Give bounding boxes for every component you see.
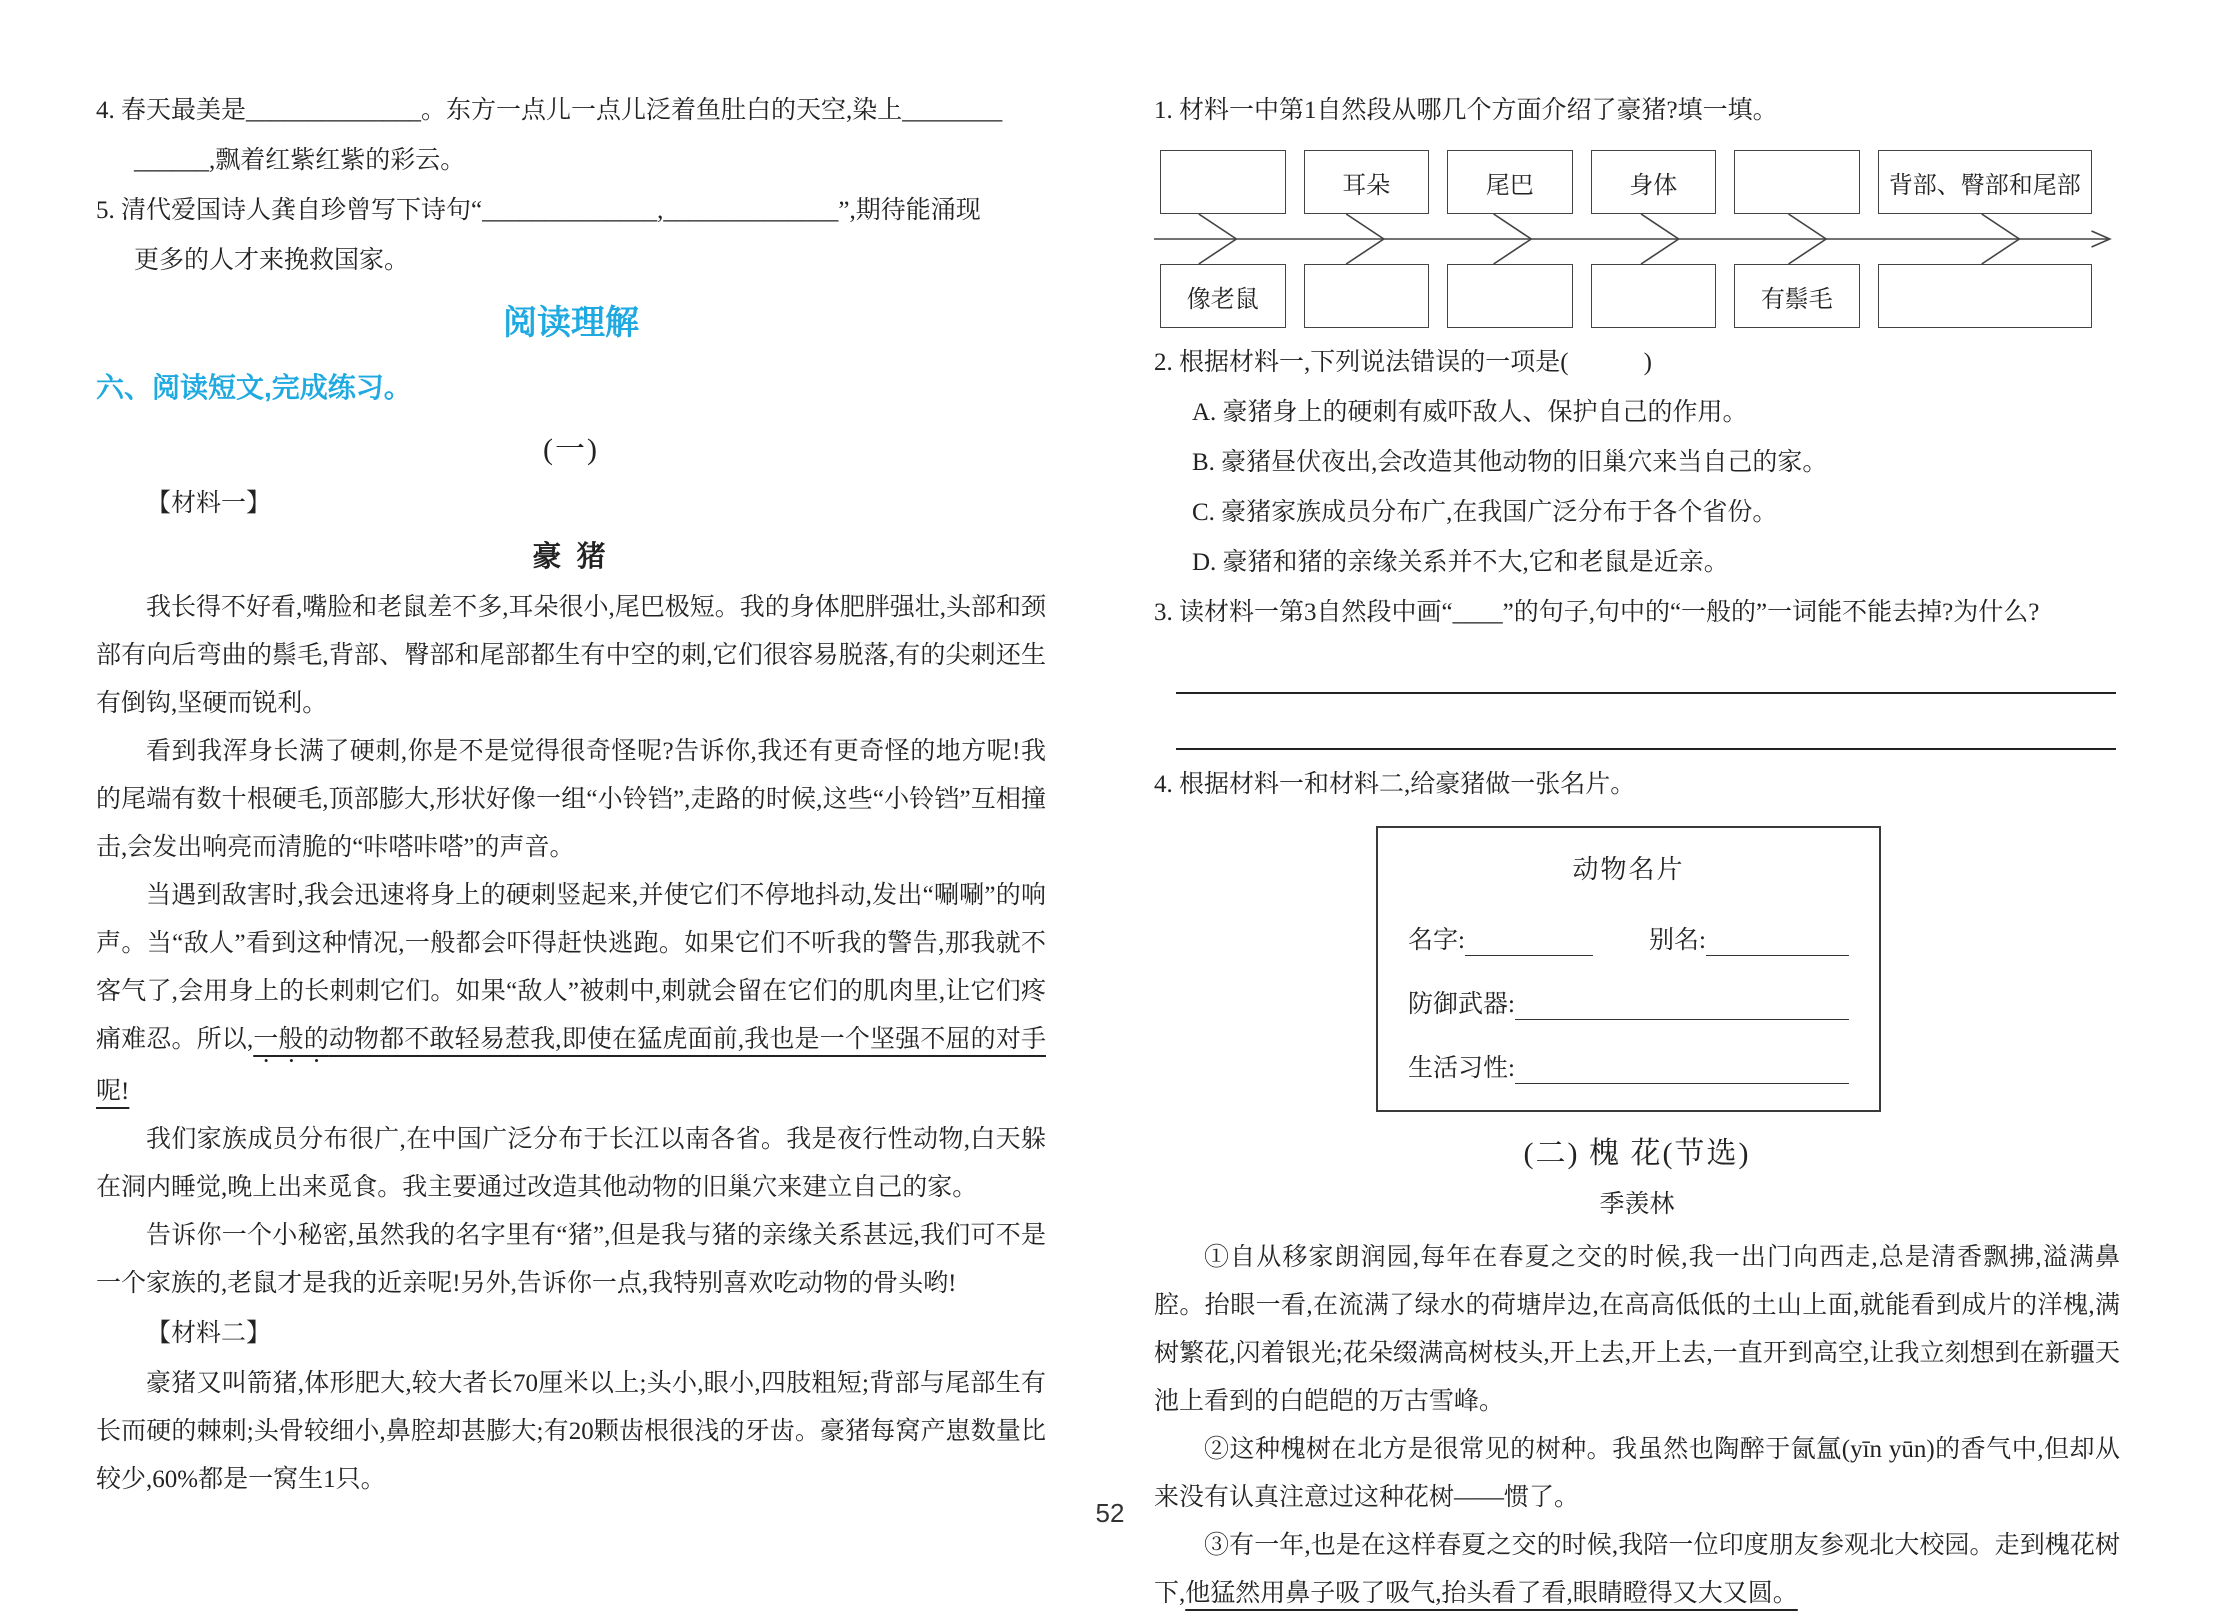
underlined-sentence: 动物都不敢轻易惹我,即使在猛虎面前,我也是一个坚强不屈的对手呢! bbox=[96, 1026, 1046, 1105]
question-4-right: 4. 根据材料一和材料二,给豪猪做一张名片。 bbox=[1154, 771, 1636, 798]
question-4-line-2: ______,飘着红紫红紫的彩云。 bbox=[134, 147, 466, 174]
diagram-bottom-box-3 bbox=[1447, 264, 1573, 328]
card-row-name-alias bbox=[1408, 926, 1849, 956]
right-column bbox=[1154, 86, 2120, 1607]
diagram-arrow bbox=[1154, 214, 2120, 264]
diagram-top-box-4: 身体 bbox=[1591, 150, 1717, 214]
fishbone-diagram bbox=[1154, 150, 2120, 328]
essay-underlined-sentence: 他猛然用鼻子吸了吸气,抬头看了看,眼睛瞪得又大又圆。 bbox=[1185, 1580, 1798, 1607]
question-1: 1. 材料一中第1自然段从哪几个方面介绍了豪猪?填一填。 bbox=[1154, 97, 1778, 124]
card-row-weapon bbox=[1408, 990, 1849, 1020]
paragraph-3-text: 当遇到敌害时,我会迅速将身上的硬刺竖起来,并使它们不停地抖动,发出“唰唰”的响声。当“敌人”看到这种情况,一般都会吓得赶快逃跑。如果它们不听我的警告,那我就不客气了,会用身上的长刺刺它们。如果“敌人”被刺中,刺就会留在它们的肌肉里,让它们疼痛难忍。所以, bbox=[96, 882, 1046, 1053]
author-name: 季羡林 bbox=[1599, 1191, 1675, 1218]
question-2-option-c: C. 豪猪家族成员分布广,在我国广泛分布于各个省份。 bbox=[1192, 499, 1778, 526]
question-4-line-1: 4. 春天最美是______________。东方一点儿一点儿泛着鱼肚白的天空,染上________ bbox=[96, 97, 1003, 124]
diagram-bottom-box-6 bbox=[1878, 264, 2092, 328]
diagram-top-box-5 bbox=[1734, 150, 1860, 214]
diagram-top-row bbox=[1154, 150, 2120, 214]
question-2-option-d: D. 豪猪和猪的亲缘关系并不大,它和老鼠是近亲。 bbox=[1192, 549, 1729, 576]
passage-paragraph-4: 我们家族成员分布很广,在中国广泛分布于长江以南各省。我是夜行性动物,白天躲在洞内睡觉,晚上出来觅食。我主要通过改造其他动物的旧巢穴来建立自己的家。 bbox=[96, 1126, 1046, 1201]
question-3: 3. 读材料一第3自然段中画“____”的句子,句中的“一般的”一词能不能去掉?为什么? bbox=[1154, 599, 2040, 626]
passage-paragraph-5: 告诉你一个小秘密,虽然我的名字里有“猪”,但是我与猪的亲缘关系甚远,我们可不是一个家族的,老鼠才是我的近亲呢!另外,告诉你一点,我特别喜欢吃动物的骨头哟! bbox=[96, 1222, 1046, 1297]
diagram-top-box-1 bbox=[1160, 150, 1286, 214]
passage-title-porcupine: 豪 猪 bbox=[532, 541, 610, 573]
question-2-option-a: A. 豪猪身上的硬刺有威吓敌人、保护自己的作用。 bbox=[1192, 399, 1748, 426]
question-5-line-2: 更多的人才来挽救国家。 bbox=[134, 247, 410, 274]
question-2: 2. 根据材料一,下列说法错误的一项是( ) bbox=[1154, 349, 1652, 376]
part-two-title: (二) 槐 花(节选) bbox=[1523, 1137, 1751, 1170]
essay-paragraph-2: ②这种槐树在北方是很常见的树种。我虽然也陶醉于氤氲(yīn yūn)的香气中,但却从来没有认真注意过这种花树——惯了。 bbox=[1154, 1436, 2120, 1511]
diagram-top-box-3: 尾巴 bbox=[1447, 150, 1573, 214]
card-habits-blank bbox=[1515, 1055, 1849, 1084]
material-one-label: 【材料一】 bbox=[146, 490, 272, 517]
passage-paragraph-2: 看到我浑身长满了硬刺,你是不是觉得很奇怪呢?告诉你,我还有更奇怪的地方呢!我的尾端有数十根硬毛,顶部膨大,形状好像一组“小铃铛”,走路的时候,这些“小铃铛”互相撞击,会发出响亮而清脆的“咔嗒咔嗒”的声音。 bbox=[96, 738, 1046, 861]
part-one-title: (一) bbox=[543, 433, 599, 466]
diagram-top-box-6: 背部、臀部和尾部 bbox=[1878, 150, 2092, 214]
diagram-bottom-box-5: 有鬃毛 bbox=[1734, 264, 1860, 328]
diagram-top-box-2: 耳朵 bbox=[1304, 150, 1430, 214]
card-weapon-blank bbox=[1515, 991, 1849, 1020]
answer-line-2 bbox=[1176, 694, 2116, 750]
passage-paragraph-3 bbox=[96, 872, 1046, 1116]
diagram-bottom-box-4 bbox=[1591, 264, 1717, 328]
diagram-bottom-row bbox=[1154, 264, 2120, 328]
passage-paragraph-1: 我长得不好看,嘴脸和老鼠差不多,耳朵很小,尾巴极短。我的身体肥胖强壮,头部和颈部有向后弯曲的鬃毛,背部、臀部和尾部都生有中空的刺,它们很容易脱落,有的尖刺还生有倒钩,坚硬而锐利。 bbox=[96, 594, 1047, 717]
material-two-paragraph: 豪猪又叫箭猪,体形肥大,较大者长70厘米以上;头小,眼小,四肢粗短;背部与尾部生有长而硬的棘刺;头骨较细小,鼻腔却甚膨大;有20颗齿根很浅的牙齿。豪猪每窝产崽数量比较少,60%都是一窝生1只。 bbox=[96, 1370, 1046, 1493]
card-name-blank bbox=[1465, 927, 1593, 956]
diagram-bottom-box-1: 像老鼠 bbox=[1160, 264, 1286, 328]
card-row-habits bbox=[1408, 1054, 1849, 1084]
section-title-reading: 阅读理解 bbox=[503, 304, 639, 342]
emphasized-word-dots: 一般的 bbox=[253, 1026, 329, 1053]
exercise-heading: 六、阅读短文,完成练习。 bbox=[96, 372, 412, 403]
card-field-weapon-label: 防御武器: bbox=[1408, 991, 1515, 1018]
essay-paragraph-1: ①自从移家朗润园,每年在春夏之交的时候,我一出门向西走,总是清香飘拂,溢满鼻腔。抬眼一看,在流满了绿水的荷塘岸边,在高高低低的土山上面,就能看到成片的洋槐,满树繁花,闪着银光;花朵缀满高树枝头,开上去,开上去,一直开到高空,让我立刻想到在新疆天池上看到的白皑皑的万古雪峰。 bbox=[1154, 1244, 2120, 1415]
essay-paragraph-3 bbox=[1154, 1522, 2120, 1618]
paragraph-3-lead: ③有一年,也是在这样春夏之交的时候,我陪一位印度朋友参观北大校园。走到槐花树下, bbox=[1154, 1532, 2120, 1607]
question-5-line-1: 5. 清代爱国诗人龚自珍曾写下诗句“______________,______________”,期待能涌现 bbox=[96, 197, 981, 224]
material-two-label: 【材料二】 bbox=[146, 1320, 272, 1347]
answer-line-1 bbox=[1176, 638, 2116, 694]
card-alias-blank bbox=[1706, 927, 1849, 956]
card-title: 动物名片 bbox=[1572, 855, 1685, 884]
card-field-name-label: 名字: bbox=[1408, 927, 1465, 954]
left-column bbox=[96, 86, 1046, 1571]
page-number: 52 bbox=[1095, 1498, 1125, 1528]
question-2-option-b: B. 豪猪昼伏夜出,会改造其他动物的旧巢穴来当自己的家。 bbox=[1192, 449, 1828, 476]
card-field-habits-label: 生活习性: bbox=[1408, 1055, 1515, 1082]
animal-name-card bbox=[1376, 826, 1881, 1112]
diagram-bottom-box-2 bbox=[1304, 264, 1430, 328]
card-field-alias-label: 别名: bbox=[1648, 927, 1706, 954]
